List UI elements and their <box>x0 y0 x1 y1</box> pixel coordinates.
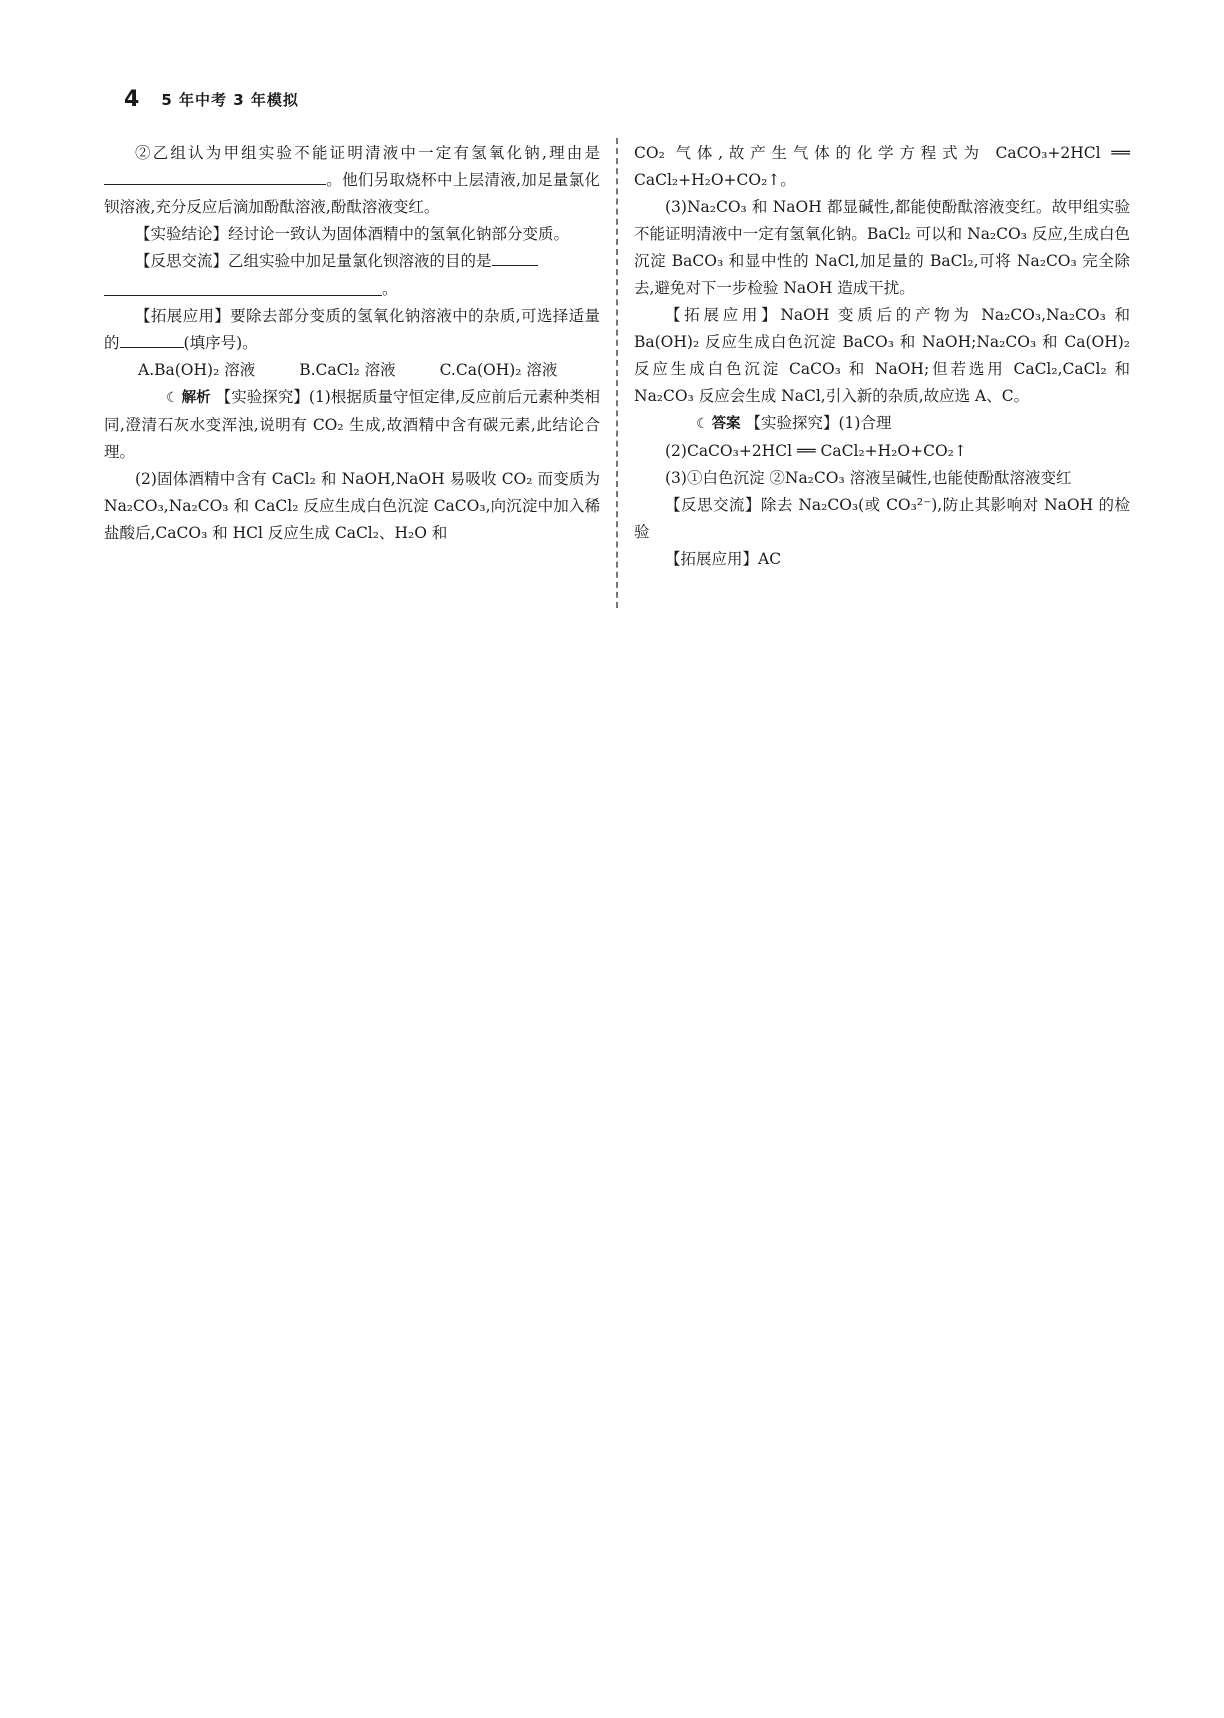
option-a: A.Ba(OH)₂ 溶液 <box>138 361 256 379</box>
question-text: 【反思交流】乙组实验中加足量氯化钡溶液的目的是 <box>135 252 492 270</box>
answer-blank <box>492 249 538 266</box>
reflection-paragraph <box>104 248 600 275</box>
left-column <box>104 140 600 547</box>
options-row <box>104 357 600 384</box>
answer-blank <box>120 331 184 348</box>
analysis-paragraph: (3)Na₂CO₃ 和 NaOH 都显碱性,都能使酚酞溶液变红。故甲组实验不能证明清液中一定有氢氧化钠。BaCl₂ 可以和 Na₂CO₃ 反应,生成白色沉淀 BaCO₃ 和显中性的 NaCl,加足量的 BaCl₂,可将 Na₂CO₃ 完全除去,避免对下一步检验 NaOH 造成干扰。 <box>634 198 1130 297</box>
right-column <box>634 140 1130 573</box>
answer-line: 【反思交流】除去 Na₂CO₃(或 CO₃²⁻),防止其影响对 NaOH 的检验 <box>634 496 1130 541</box>
conclusion-paragraph: 【实验结论】经讨论一致认为固体酒精中的氢氧化钠部分变质。 <box>135 225 570 243</box>
page-header <box>124 84 299 114</box>
answer-paragraph <box>634 410 1130 438</box>
answer-blank <box>104 168 326 185</box>
crescent-icon: ☾ <box>166 390 179 406</box>
application-paragraph <box>104 303 600 357</box>
column-divider <box>616 138 618 608</box>
analysis-text: 【实验探究】(1)根据质量守恒定律,反应前后元素种类相同,澄清石灰水变浑浊,说明有 CO₂ 生成,故酒精中含有碳元素,此结论合理。 <box>104 388 600 461</box>
book-title: 5 年中考 3 年模拟 <box>161 90 299 109</box>
question-text: 。他们另取烧杯中上层清液,加足量氯化钡溶液,充分反应后滴加酚酞溶液,酚酞溶液变红。 <box>104 171 600 216</box>
question-text: 【拓展应用】要除去部分变质的氢氧化钠溶液中的杂质,可选择适量的 <box>104 307 600 352</box>
option-c: C.Ca(OH)₂ 溶液 <box>439 361 558 379</box>
answer-label: 答案 <box>711 416 741 432</box>
analysis-paragraph: (2)固体酒精中含有 CaCl₂ 和 NaOH,NaOH 易吸收 CO₂ 而变质为 Na₂CO₃,Na₂CO₃ 和 CaCl₂ 反应生成白色沉淀 CaCO₃,向沉淀中加入稀盐酸后,CaCO₃ 和 HCl 反应生成 CaCl₂、H₂O 和 <box>104 470 600 542</box>
option-b: B.CaCl₂ 溶液 <box>299 361 396 379</box>
answer-line-row <box>104 275 600 303</box>
question-text: ②乙组认为甲组实验不能证明清液中一定有氢氧化钠,理由是 <box>135 144 600 162</box>
analysis-label: 解析 <box>181 390 211 406</box>
answer-line: (2)CaCO₃+2HCl ══ CaCl₂+H₂O+CO₂↑ <box>665 442 967 460</box>
analysis-paragraph <box>104 384 600 466</box>
question-text: (填序号)。 <box>183 334 258 352</box>
page-number: 4 <box>124 86 140 112</box>
crescent-icon: ☾ <box>696 416 709 432</box>
question-text: 。 <box>382 280 398 298</box>
question-paragraph <box>104 140 600 221</box>
answer-blank <box>104 275 382 296</box>
analysis-continued: CO₂ 气体,故产生气体的化学方程式为 CaCO₃+2HCl ══ CaCl₂+H₂O+CO₂↑。 <box>634 144 1130 189</box>
answer-line: (3)①白色沉淀 ②Na₂CO₃ 溶液呈碱性,也能使酚酞溶液变红 <box>665 469 1072 487</box>
answer-text: 【实验探究】(1)合理 <box>745 414 892 432</box>
analysis-paragraph: 【拓展应用】NaOH 变质后的产物为 Na₂CO₃,Na₂CO₃ 和 Ba(OH)₂ 反应生成白色沉淀 BaCO₃ 和 NaOH;Na₂CO₃ 和 Ca(OH)₂ 反应生成白色沉淀 CaCO₃ 和 NaOH;但若选用 CaCl₂,CaCl₂ 和 Na₂CO₃ 反应会生成 NaCl,引入新的杂质,故应选 A、C。 <box>634 306 1130 405</box>
answer-line: 【拓展应用】AC <box>665 550 782 568</box>
